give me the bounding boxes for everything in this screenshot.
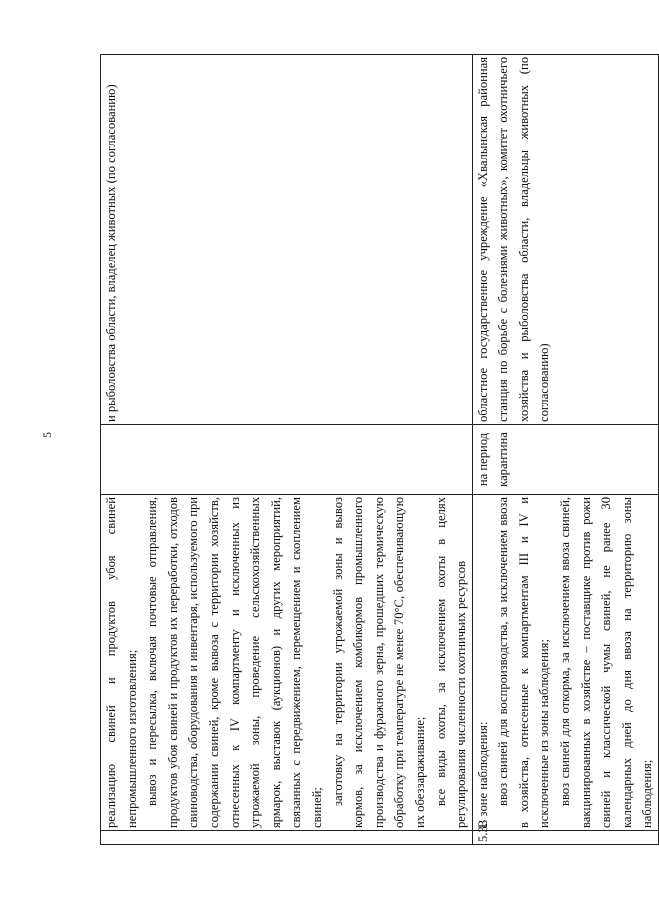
table-row [472,55,658,845]
measures-cell [101,495,473,831]
period-cell: на период карантина [472,425,658,495]
measure-item: заготовку на территории угрожаемой зоны и вывоз кормов, за исключением комбикормов промышленного производства и фуражного зерна, прошедших термическую обработку при температуре не менее 70°С, обеспечивающую их обеззараживание; [330,497,427,828]
measure-item: ввоз свиней для воспроизводства, за исключением ввоза в хозяйства, отнесенные к компартментам III и IV и исключенные из зоны наблюдения; [496,497,552,828]
measures-cell [472,495,658,831]
page-number: 5 [40,432,54,438]
table-row [101,55,473,845]
row-number-cell: 5.3. [472,831,658,845]
measure-item: ввоз свиней для откорма, за исключением ввоза свиней, вакцинированных в хозяйстве – поставщике против рожи свиней и классической чумы свиней, не ранее 30 календарных дней до дня ввоза на территорию зоны наблюдения; [558,497,655,828]
measure-item: реализацию свиней и продуктов убоя свиней непромышленного изготовления; [104,497,139,828]
measures-table [100,54,659,845]
row-number-cell [101,831,473,845]
responsible-cell: областное государственное учреждение «Хвалынская районная станция по борьбе с болезнями животных», комитет охотничьего хозяйства и рыболовства области, владельцы животных (по согласованию) [472,55,658,425]
period-cell [101,425,473,495]
measure-item: вывоз и пересылка, включая почтовые отправления, продуктов убоя свиней и продуктов их переработки, отходов свиноводства, оборудования и инвентаря, используемого при содержании свиней, кроме вывоза с территории хозяйств, отнесенных к IV компартменту и исключенных из угрожаемой зоны, проведение сельскохозяйственных ярмарок, выставок (аукционов) и других мероприятий, связанных с передвижением, перемещением и скоплением свиней; [145,497,324,828]
responsible-cell: и рыболовства области, владелец животных (по согласованию) [101,55,473,425]
measure-item: все виды охоты, за исключением охоты в целях регулирования численности охотничьих ресурсов [433,497,469,828]
rotated-table-wrapper [100,55,655,845]
measure-heading: В зоне наблюдения: [475,721,490,828]
